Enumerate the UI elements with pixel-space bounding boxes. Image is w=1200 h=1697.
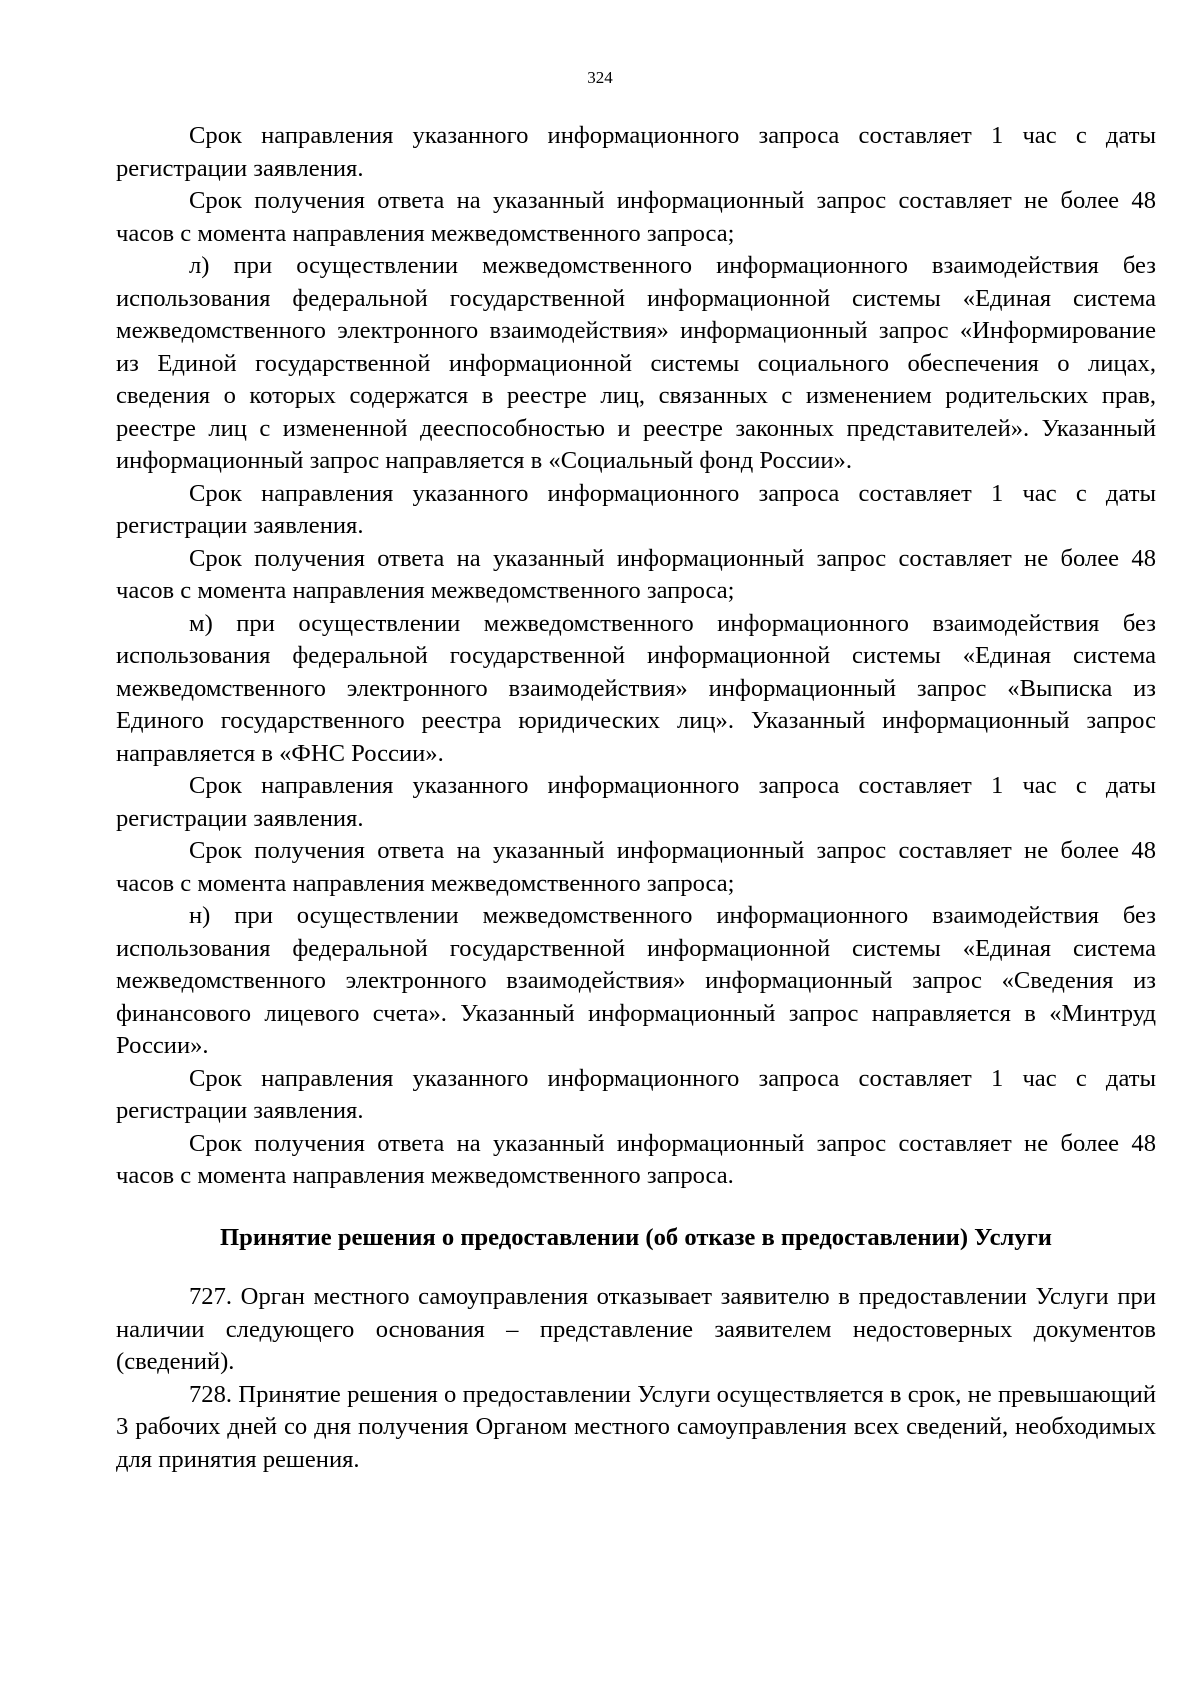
paragraph-request-send-deadline: Срок направления указанного информационного запроса составляет 1 час с даты регистрации заявления. xyxy=(116,772,1156,832)
paragraph-request-send-deadline: Срок направления указанного информационного запроса составляет 1 час с даты регистрации заявления. xyxy=(116,1064,1156,1124)
paragraph-728: 728. Принятие решения о предоставлении Услуги осуществляется в срок, не превышающий 3 рабочих дней со дня получения Органом местного самоуправления всех сведений, необходимых для принятия решения. xyxy=(116,1380,1156,1473)
paragraph-request-send-deadline: Срок направления указанного информационного запроса составляет 1 час с даты регистрации заявления. xyxy=(116,479,1156,539)
section-heading: Принятие решения о предоставлении (об отказе в предоставлении) Услуги xyxy=(220,1223,1052,1251)
paragraph-response-deadline: Срок получения ответа на указанный информационный запрос составляет не более 48 часов с момента направления межведомственного запроса; xyxy=(116,187,1156,247)
paragraph-727: 727. Орган местного самоуправления отказывает заявителю в предоставлении Услуги при наличии следующего основания – представление заявителем недостоверных документов (сведений). xyxy=(116,1283,1156,1375)
paragraph-response-deadline: Срок получения ответа на указанный информационный запрос составляет не более 48 часов с момента направления межведомственного запроса; xyxy=(116,544,1156,604)
paragraph-item-n: н) при осуществлении межведомственного информационного взаимодействия без использования федеральной государственной информационной системы «Единая система межведомственного электронного взаимодействия» информационный запрос «Сведения из финансового лицевого счета». Указанный информационный запрос направляется в «Минтруд России». xyxy=(116,902,1156,1059)
paragraph-response-deadline: Срок получения ответа на указанный информационный запрос составляет не более 48 часов с момента направления межведомственного запроса. xyxy=(116,1129,1156,1189)
paragraph-response-deadline: Срок получения ответа на указанный информационный запрос составляет не более 48 часов с момента направления межведомственного запроса; xyxy=(116,837,1156,897)
paragraph-item-l: л) при осуществлении межведомственного информационного взаимодействия без использования федеральной государственной информационной системы «Единая система межведомственного электронного взаимодействия» информационный запрос «Информирование из Единой государственной информационной системы социального обеспечения о лицах, сведения о которых содержатся в реестре лиц, связанных с изменением родительских прав, реестре лиц с измененной дееспособностью и реестре законных представителей». Указанный информационный запрос направляется в «Социальный фонд России». xyxy=(116,252,1156,474)
paragraph-item-m: м) при осуществлении межведомственного информационного взаимодействия без использования федеральной государственной информационной системы «Единая система межведомственного электронного взаимодействия» информационный запрос «Выписка из Единого государственного реестра юридических лиц». Указанный информационный запрос направляется в «ФНС России». xyxy=(116,609,1156,767)
page-number: 324 xyxy=(587,68,613,87)
paragraph-request-send-deadline: Срок направления указанного информационного запроса составляет 1 час с даты регистрации заявления. xyxy=(116,122,1156,182)
document-body xyxy=(116,120,1156,1476)
